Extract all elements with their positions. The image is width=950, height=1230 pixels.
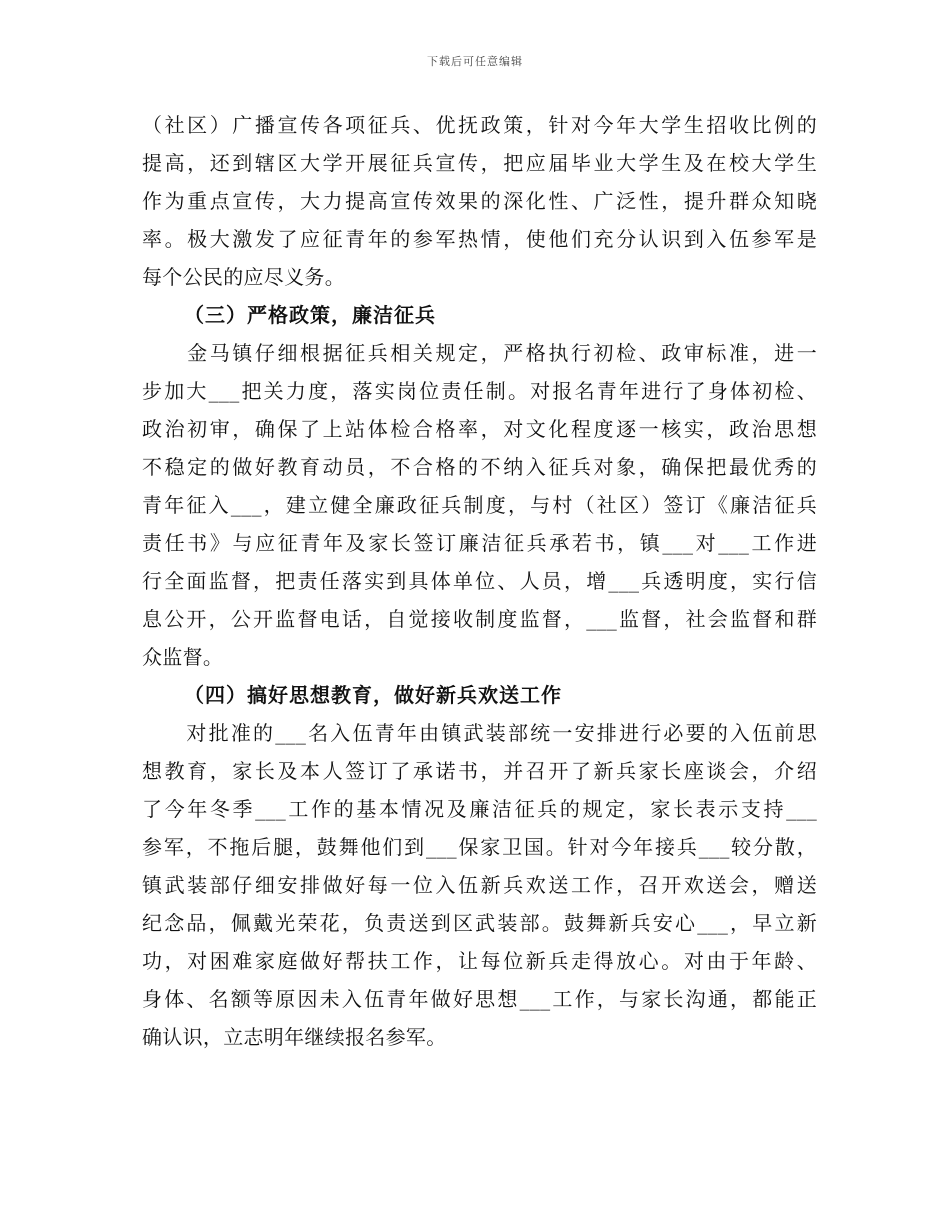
section-heading: （三）严格政策，廉洁征兵 xyxy=(184,303,436,327)
paragraph-line: 率。极大激发了应征青年的参军热情，使他们充分认识到入伍参军是 xyxy=(142,227,817,251)
paragraph-line: 众监督。 xyxy=(142,645,224,669)
document-body xyxy=(142,106,817,1056)
paragraph-line: 提高，还到辖区大学开展征兵宣传，把应届毕业大学生及在校大学生 xyxy=(142,151,817,175)
paragraph-line: 行全面监督，把责任落实到具体单位、人员，增___兵透明度，实行信 xyxy=(142,569,817,593)
paragraph-line: 责任书》与应征青年及家长签订廉洁征兵承若书，镇___对___工作进 xyxy=(142,531,817,555)
paragraph-line: 步加大___把关力度，落实岗位责任制。对报名青年进行了身体初检、 xyxy=(142,379,817,403)
paragraph-line: 确认识，立志明年继续报名参军。 xyxy=(142,1025,447,1049)
paragraph-line: 身体、名额等原因未入伍青年做好思想___工作，与家长沟通，都能正 xyxy=(142,987,817,1011)
section-heading: （四）搞好思想教育，做好新兵欢送工作 xyxy=(184,683,562,707)
paragraph-line: 功，对困难家庭做好帮扶工作，让每位新兵走得放心。对由于年龄、 xyxy=(142,949,817,973)
paragraph-line: 了今年冬季___工作的基本情况及廉洁征兵的规定，家长表示支持___ xyxy=(142,797,817,821)
paragraph-line: 纪念品，佩戴光荣花，负责送到区武装部。鼓舞新兵安心___，早立新 xyxy=(142,911,817,935)
paragraph-line: 镇武装部仔细安排做好每一位入伍新兵欢送工作，召开欢送会，赠送 xyxy=(142,873,817,897)
paragraph-line: 青年征入___，建立健全廉政征兵制度，与村（社区）签订《廉洁征兵 xyxy=(142,493,817,517)
paragraph-line: 对批准的___名入伍青年由镇武装部统一安排进行必要的入伍前思 xyxy=(142,721,817,745)
paragraph-line: 每个公民的应尽义务。 xyxy=(142,265,345,289)
paragraph-line: 金马镇仔细根据征兵相关规定，严格执行初检、政审标准，进一 xyxy=(142,341,817,365)
paragraph-line: 不稳定的做好教育动员，不合格的不纳入征兵对象，确保把最优秀的 xyxy=(142,455,817,479)
paragraph-line: 想教育，家长及本人签订了承诺书，并召开了新兵家长座谈会，介绍 xyxy=(142,759,817,783)
paragraph-line: 作为重点宣传，大力提高宣传效果的深化性、广泛性，提升群众知晓 xyxy=(142,189,817,213)
paragraph-line: 政治初审，确保了上站体检合格率，对文化程度逐一核实，政治思想 xyxy=(142,417,817,441)
paragraph-line: 参军，不拖后腿，鼓舞他们到___保家卫国。针对今年接兵___较分散， xyxy=(142,835,817,859)
page-header: 下载后可任意编辑 xyxy=(427,55,523,68)
paragraph-line: 息公开，公开监督电话，自觉接收制度监督，___监督，社会监督和群 xyxy=(142,607,817,631)
paragraph-line: （社区）广播宣传各项征兵、优抚政策，针对今年大学生招收比例的 xyxy=(142,113,817,137)
